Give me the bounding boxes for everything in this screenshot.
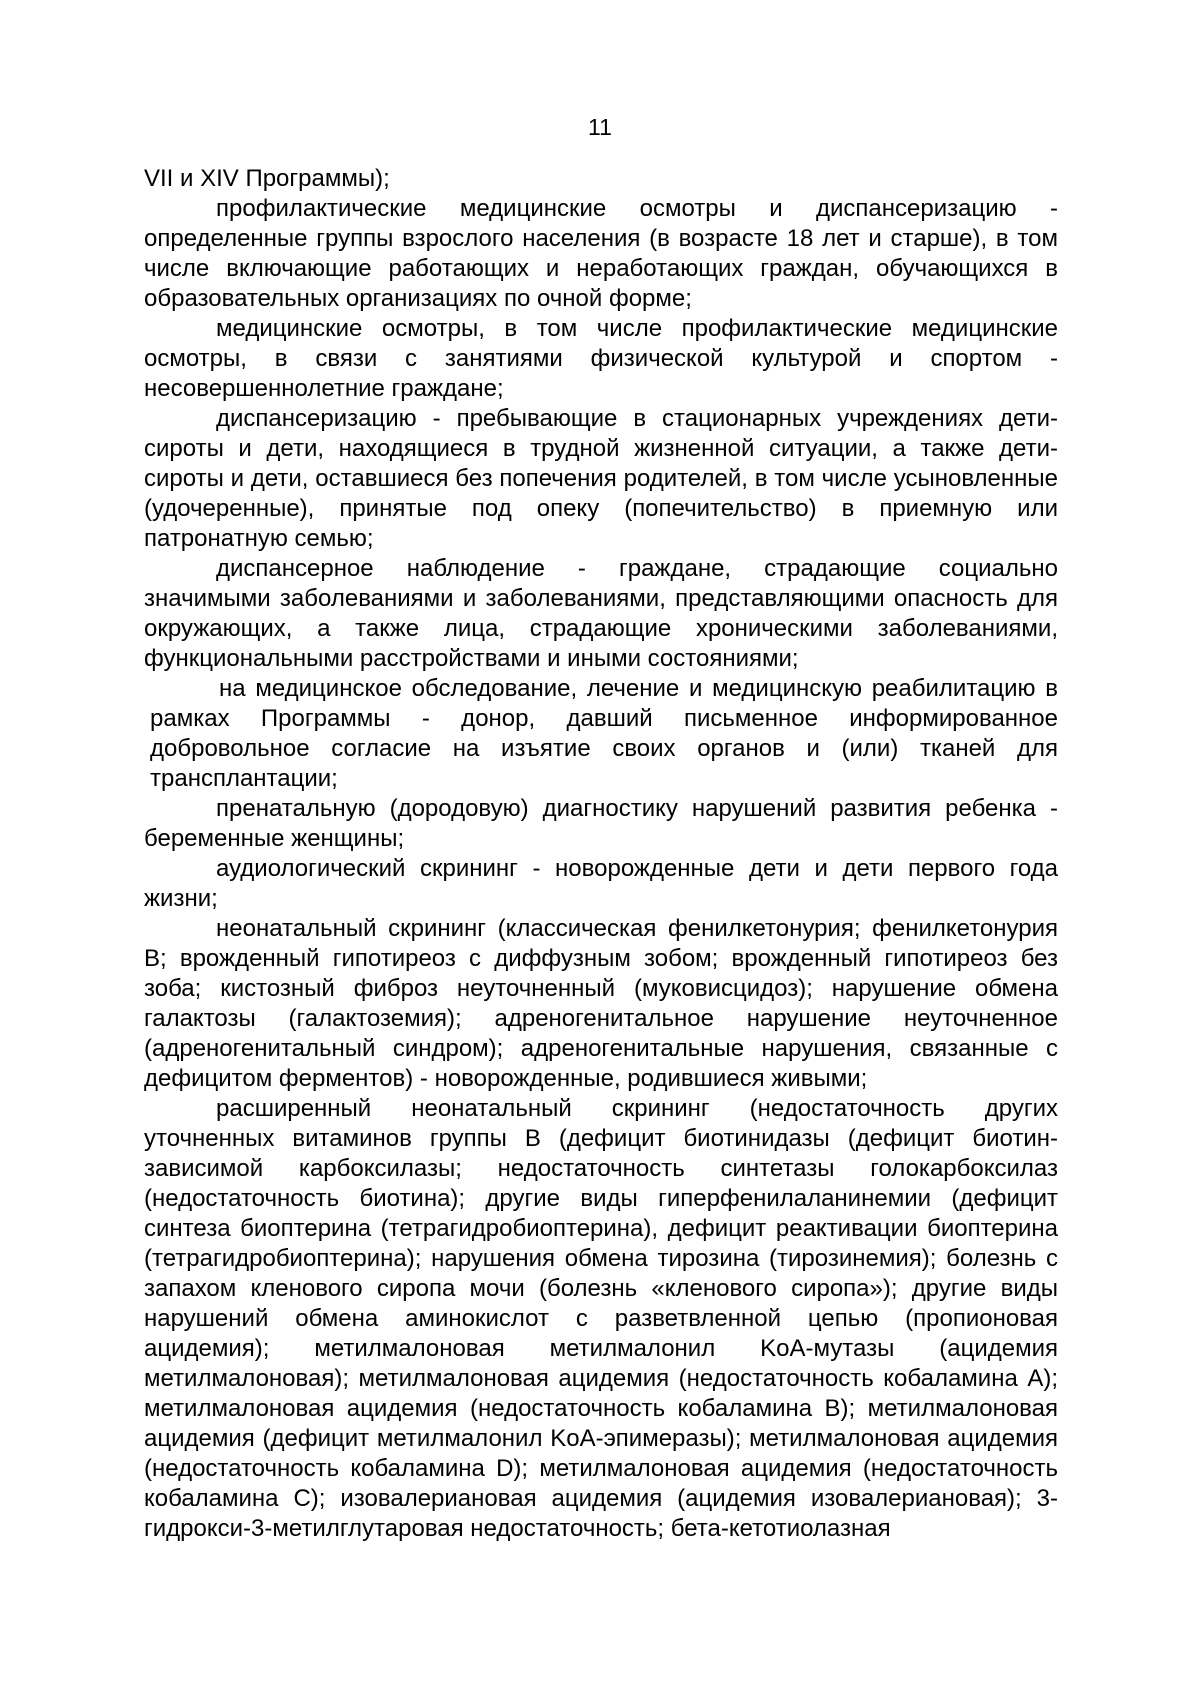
paragraph-audiology-screening: аудиологический скрининг - новорожденные дети и дети первого года жизни; [144,855,1058,912]
paragraph-sports-exams: медицинские осмотры, в том числе профилактические медицинские осмотры, в связи с занятиями физической культурой и спортом - несовершеннолетние граждане; [144,315,1058,402]
paragraph-continuation: VII и XIV Программы); [144,165,390,192]
page-number: 11 [588,114,612,140]
body-text [144,164,1058,1544]
paragraph-dispensary-observation: диспансерное наблюдение - граждане, страдающие социально значимыми заболеваниями и заболеваниями, представляющими опасность для окружающих, а также лица, страдающие хроническими заболеваниями, функциональными расстройствами и иными состояниями; [144,555,1058,672]
paragraph-extended-neonatal-screening: расширенный неонатальный скрининг (недостаточность других уточненных витаминов группы В (дефицит биотинидазы (дефицит биотин-зависимой карбоксилазы; недостаточность синтетазы голокарбоксилаз (недостаточность биотина); другие виды гиперфенилаланинемии (дефицит синтеза биоптерина (тетрагидробиоптерина), дефицит реактивации биоптерина (тетрагидробиоптерина); нарушения обмена тирозина (тирозинемия); болезнь с запахом кленового сиропа мочи (болезнь «кленового сиропа»); другие виды нарушений обмена аминокислот с разветвленной цепью (пропионовая ацидемия); метилмалоновая метилмалонил KoA-мутазы (ацидемия метилмалоновая); метилмалоновая ацидемия (недостаточность кобаламина A); метилмалоновая ацидемия (недостаточность кобаламина B); метилмалоновая ацидемия (дефицит метилмалонил KoA-эпимеразы); метилмалоновая ацидемия (недостаточность кобаламина D); метилмалоновая ацидемия (недостаточность кобаламина C); изовалериановая ацидемия (ацидемия изовалериановая); 3-гидрокси-3-метилглутаровая недостаточность; бета-кетотиолазная [144,1095,1058,1542]
paragraph-donor: на медицинское обследование, лечение и медицинскую реабилитацию в рамках Программы - донор, давший письменное информированное добровольное согласие на изъятие своих органов и (или) тканей для трансплантации; [150,675,1058,792]
paragraph-preventive-exams: профилактические медицинские осмотры и диспансеризацию - определенные группы взрослого населения (в возрасте 18 лет и старше), в том числе включающие работающих и неработающих граждан, обучающихся в образовательных организациях по очной форме; [144,195,1058,312]
paragraph-orphan-screening: диспансеризацию - пребывающие в стационарных учреждениях дети-сироты и дети, находящиеся в трудной жизненной ситуации, а также дети-сироты и дети, оставшиеся без попечения родителей, в том числе усыновленные (удочеренные), принятые под опеку (попечительство) в приемную или патронатную семью; [144,405,1058,552]
paragraph-neonatal-screening: неонатальный скрининг (классическая фенилкетонурия; фенилкетонурия B; врожденный гипотиреоз с диффузным зобом; врожденный гипотиреоз без зоба; кистозный фиброз неуточненный (муковисцидоз); нарушение обмена галактозы (галактоземия); адреногенитальное нарушение неуточненное (адреногенитальный синдром); адреногенитальные нарушения, связанные с дефицитом ферментов) - новорожденные, родившиеся живыми; [144,915,1058,1092]
paragraph-prenatal-diagnostics: пренатальную (дородовую) диагностику нарушений развития ребенка - беременные женщины; [144,795,1058,852]
